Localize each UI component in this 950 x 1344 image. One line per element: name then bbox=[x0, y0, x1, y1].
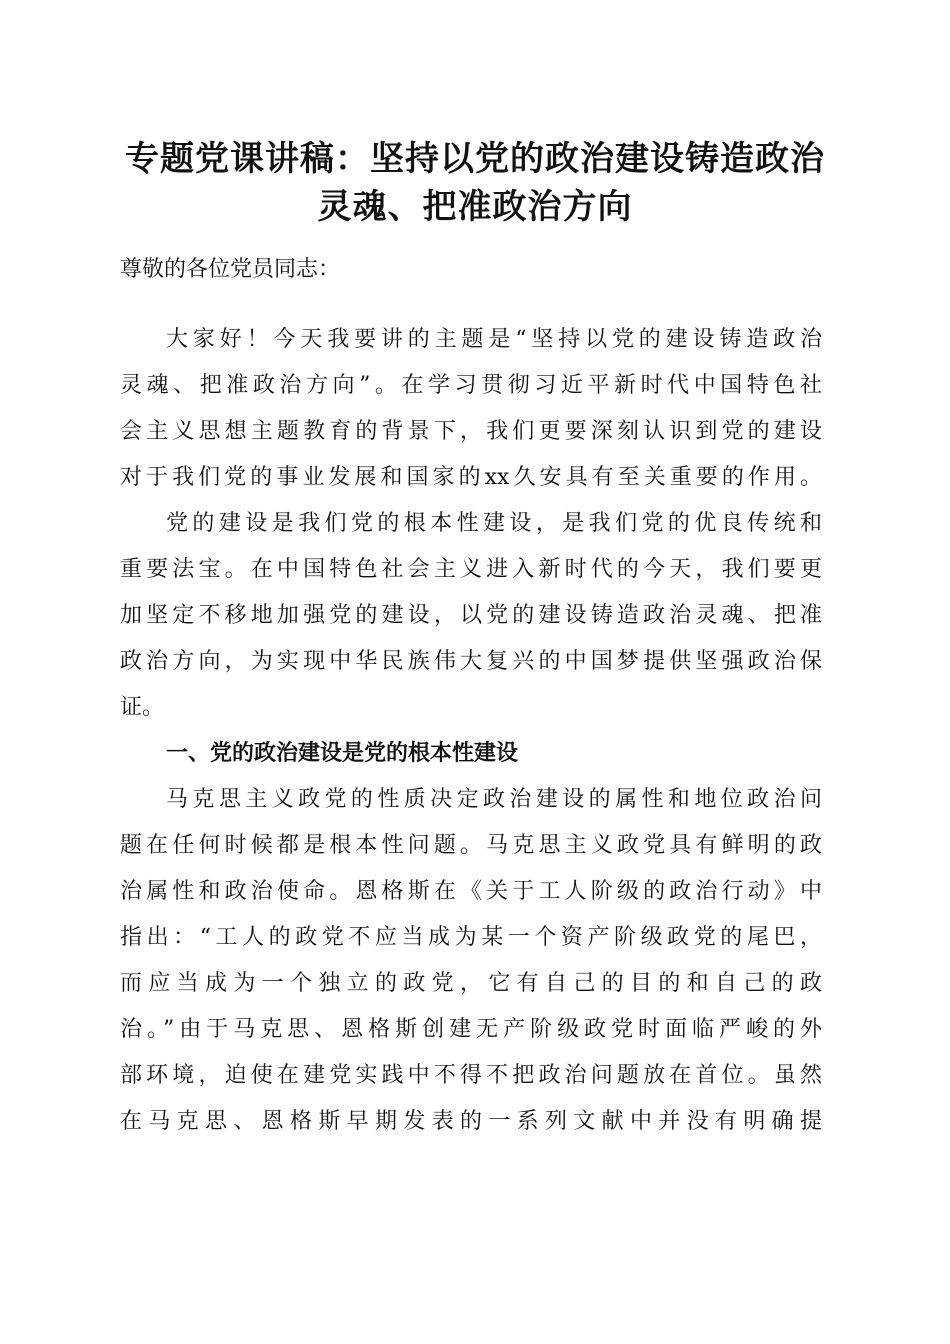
body-line: 治。”由于马克思、恩格斯创建无产阶级政党时面临严峻的外 bbox=[120, 1017, 822, 1042]
body-line: 指出：“工人的政党不应当成为某一个资产阶级政党的尾巴， bbox=[120, 925, 822, 950]
body-line: 对于我们党的事业发展和国家的xx久安具有至关重要的作用。 bbox=[120, 465, 822, 490]
body-line: 在马克思、恩格斯早期发表的一系列文献中并没有明确提 bbox=[120, 1109, 822, 1134]
document-title-line-2: 灵魂、把准政治方向 bbox=[317, 187, 633, 227]
body-line: 重要法宝。在中国特色社会主义进入新时代的今天，我们要更 bbox=[120, 557, 822, 582]
body-line: 灵魂、把准政治方向”。在学习贯彻习近平新时代中国特色社 bbox=[120, 373, 822, 398]
body-line: 治属性和政治使命。恩格斯在《关于工人阶级的政治行动》中 bbox=[120, 879, 822, 904]
body-line: 政治方向，为实现中华民族伟大复兴的中国梦提供坚强政治保 bbox=[120, 649, 822, 674]
body-line: 题在任何时候都是根本性问题。马克思主义政党具有鲜明的政 bbox=[120, 833, 822, 858]
body-line: 证。 bbox=[120, 695, 165, 720]
body-line: 加坚定不移地加强党的建设，以党的建设铸造政治灵魂、把准 bbox=[120, 603, 822, 628]
body-line: 大家好！今天我要讲的主题是“坚持以党的建设铸造政治 bbox=[166, 327, 822, 352]
body-line: 会主义思想主题教育的背景下，我们更要深刻认识到党的建设 bbox=[120, 419, 822, 444]
salutation: 尊敬的各位党员同志： bbox=[120, 257, 341, 282]
body-line: 而应当成为一个独立的政党，它有自己的目的和自己的政 bbox=[120, 971, 822, 996]
body-line: 马克思主义政党的性质决定政治建设的属性和地位政治问 bbox=[166, 787, 822, 812]
body-line: 党的建设是我们党的根本性建设，是我们党的优良传统和 bbox=[166, 511, 822, 536]
section-heading: 一、党的政治建设是党的根本性建设 bbox=[166, 741, 519, 766]
body-line: 部环境，迫使在建党实践中不得不把政治问题放在首位。虽然 bbox=[120, 1063, 822, 1088]
document-title-line-1: 专题党课讲稿：坚持以党的政治建设铸造政治 bbox=[125, 139, 825, 179]
